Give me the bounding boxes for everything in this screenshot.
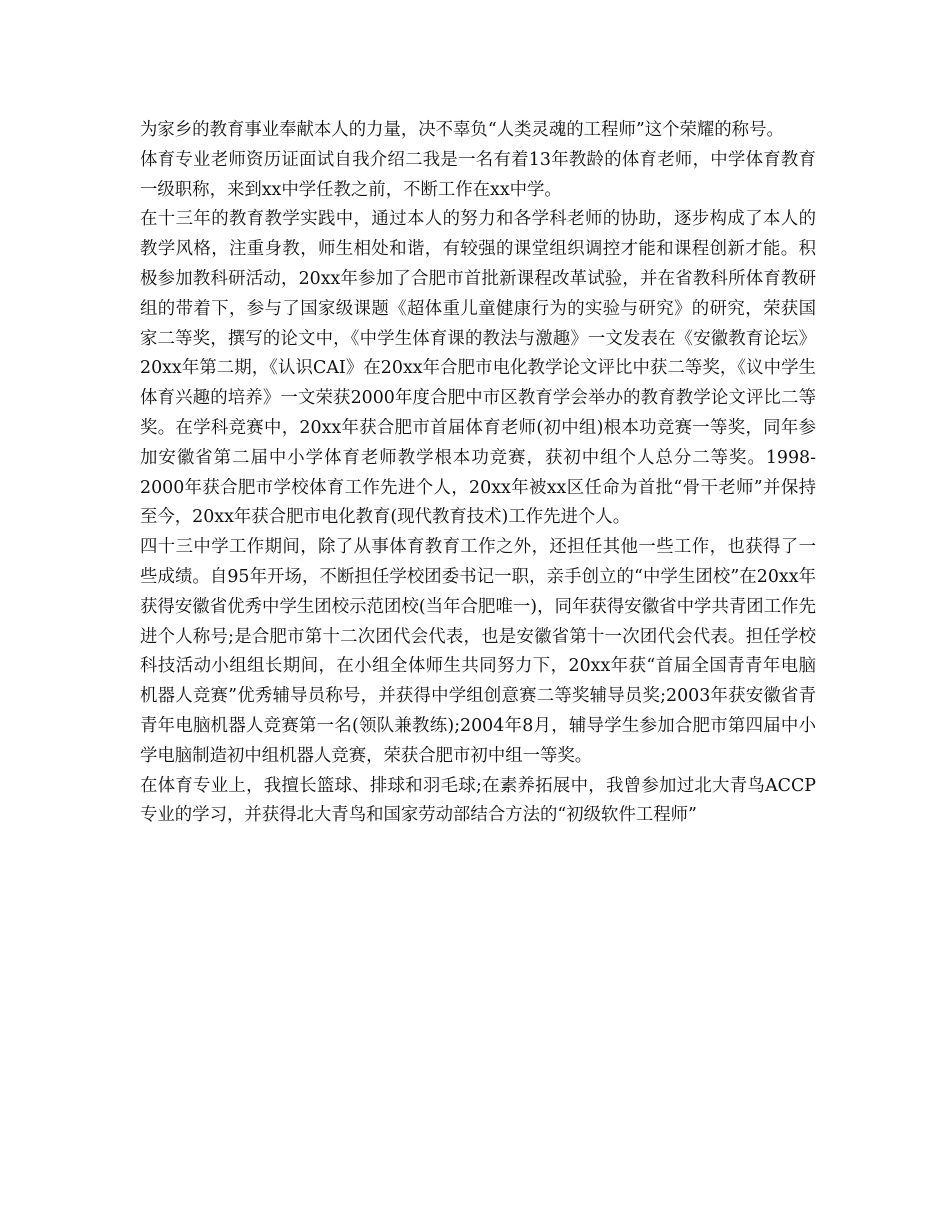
paragraph-4: 四十三中学工作期间，除了从事体育教育工作之外，还担任其他一些工作，也获得了一些成绩。自95年开场，不断担任学校团委书记一职，亲手创立的“中学生团校”在20xx年获得安徽省优秀中学生团校示范团校(当年合肥唯一)，同年获得安徽省中学共青团工作先进个人称号;是合肥市第十二次团代会代表，也是安徽省第十一次团代会代表。担任学校科技活动小组组长期间，在小组全体师生共同努力下，20xx年获“首届全国青青年电脑机器人竞赛”优秀辅导员称号，并获得中学组创意赛二等奖辅导员奖;2003年获安徽省青青年电脑机器人竞赛第一名(领队兼教练);2004年8月，辅导学生参加合肥市第四届中小学电脑制造初中组机器人竞赛，荣获合肥市初中组一等奖。 [140,537,816,766]
paragraph-3: 在十三年的教育教学实践中，通过本人的努力和各学科老师的协助，逐步构成了本人的教学风格，注重身教，师生相处和谐，有较强的课堂组织调控才能和课程创新才能。积极参加教科研活动，20xx年参加了合肥市首批新课程改革试验，并在省教科所体育教研组的带着下，参与了国家级课题《超体重儿童健康行为的实验与研究》的研究，荣获国家二等奖，撰写的论文中，《中学生体育课的教法与激趣》一文发表在《安徽教育论坛》20xx年第二期，《认识CAI》在20xx年合肥市电化教学论文评比中获二等奖，《议中学生体育兴趣的培养》一文荣获2000年度合肥中市区教育学会举办的教育教学论文评比二等奖。在学科竞赛中，20xx年获合肥市首届体育老师(初中组)根本功竞赛一等奖，同年参加安徽省第二届中小学体育老师教学根本功竞赛，获初中组个人总分二等奖。1998-2000年获合肥市学校体育工作先进个人，20xx年被xx区任命为首批“骨干老师”并保持至今，20xx年获合肥市电化教育(现代教育技术)工作先进个人。 [140,209,816,528]
paragraph-1: 为家乡的教育事业奉献本人的力量，决不辜负“人类灵魂的工程师”这个荣耀的称号。 [140,120,784,140]
paragraph-5: 在体育专业上，我擅长篮球、排球和羽毛球;在素养拓展中，我曾参加过北大青鸟ACCP专业的学习，并获得北大青鸟和国家劳动部结合方法的“初级软件工程师” [140,775,816,826]
document-body [140,116,816,831]
paragraph-2: 体育专业老师资历证面试自我介绍二我是一名有着13年教龄的体育老师，中学体育教育一级职称，来到xx中学任教之前，不断工作在xx中学。 [140,149,816,200]
